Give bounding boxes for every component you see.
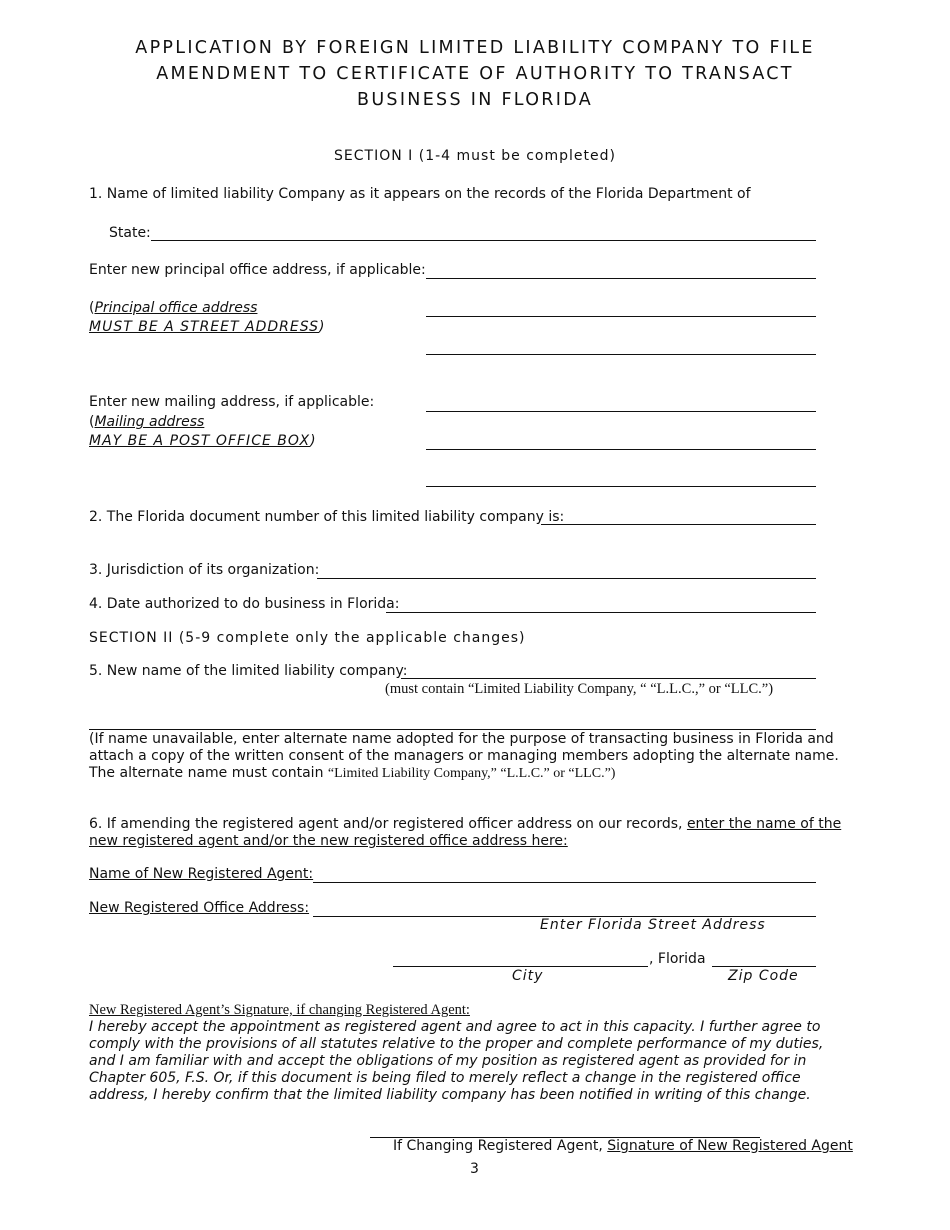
- acceptance-statement: I hereby accept the appointment as registered agent and agree to act in this capacity. I further agree to comply with the provisions of all statutes relative to the proper and complete performance of my duties, and I am familiar with and accept the obligations of my position as registered agent as provided for in Chapter 605, F.S. Or, if this document is being filed to merely reflect a change in the registered office address, I hereby confirm that the limited liability company has been notified in writing of this change.: [89, 1019, 824, 1103]
- zip-code-field[interactable]: [712, 966, 816, 967]
- alternate-name-instructions: (If name unavailable, enter alternate name adopted for the purpose of transacting business in Florida and attach a copy of the written consent of the managers or managing members adopting the alternate name. The alternate name must contain “Limited Liability Company,” “L.L.C.” or “LLC.”): [89, 731, 839, 781]
- mailing-address-note-line-2: MAY BE A POST OFFICE BOX): [89, 433, 317, 449]
- agent-name-label: Name of New Registered Agent:: [89, 866, 314, 882]
- item-2-label: 2. The Florida document number of this limited liability company is:: [89, 509, 565, 525]
- date-authorized-field[interactable]: [386, 612, 816, 613]
- principal-address-line-3[interactable]: [426, 354, 816, 355]
- item-1-text: 1. Name of limited liability Company as it appears on the records of the Florida Department of: [89, 186, 751, 202]
- street-caption: Enter Florida Street Address: [540, 917, 766, 933]
- mailing-address-line-3[interactable]: [426, 486, 816, 487]
- title-line-2: AMENDMENT TO CERTIFICATE OF AUTHORITY TO TRANSACT: [156, 64, 794, 84]
- item-1-state-label: State:: [109, 225, 151, 241]
- principal-office-note: (Principal office address: [89, 300, 258, 316]
- alternate-name-field[interactable]: [89, 729, 816, 730]
- signature-caption: If Changing Registered Agent, Signature of New Registered Agent: [393, 1138, 853, 1154]
- jurisdiction-field[interactable]: [317, 578, 816, 579]
- mailing-address-line-2[interactable]: [426, 449, 816, 450]
- document-number-field[interactable]: [541, 524, 816, 525]
- principal-address-line-1[interactable]: [426, 278, 816, 279]
- title-line-1: APPLICATION BY FOREIGN LIMITED LIABILITY COMPANY TO FILE: [135, 38, 815, 58]
- form-title: [0, 35, 950, 113]
- city-field[interactable]: [393, 966, 648, 967]
- city-caption: City: [512, 968, 544, 984]
- title-line-3: BUSINESS IN FLORIDA: [357, 90, 593, 110]
- mailing-address-line-1[interactable]: [426, 411, 816, 412]
- item-3-label: 3. Jurisdiction of its organization:: [89, 562, 320, 578]
- zip-code-caption: Zip Code: [728, 968, 799, 984]
- item-5-note: (must contain “Limited Liability Company, “ “L.L.C.,” or “LLC.”): [385, 681, 774, 697]
- agent-name-field[interactable]: [313, 882, 816, 883]
- item-5-label: 5. New name of the limited liability company:: [89, 663, 408, 679]
- signature-heading: New Registered Agent’s Signature, if changing Registered Agent:: [89, 1002, 470, 1018]
- principal-address-line-2[interactable]: [426, 316, 816, 317]
- principal-office-label: Enter new principal office address, if applicable:: [89, 262, 426, 278]
- item-4-label: 4. Date authorized to do business in Florida:: [89, 596, 400, 612]
- mailing-address-note: (Mailing address: [89, 414, 205, 430]
- new-name-field[interactable]: [401, 678, 816, 679]
- mailing-address-label: Enter new mailing address, if applicable:: [89, 394, 375, 410]
- office-address-label: New Registered Office Address:: [89, 900, 310, 916]
- florida-text: , Florida: [649, 951, 706, 967]
- page-number: 3: [470, 1161, 479, 1177]
- section-1-heading: SECTION I (1-4 must be completed): [334, 148, 616, 164]
- item-6-text: 6. If amending the registered agent and/or registered officer address on our records, enter the name of the new registered agent and/or the new registered office address here:: [89, 816, 842, 849]
- company-name-field[interactable]: [151, 240, 816, 241]
- principal-office-note-line-2: MUST BE A STREET ADDRESS): [89, 319, 326, 335]
- section-2-heading: SECTION II (5-9 complete only the applicable changes): [89, 630, 526, 646]
